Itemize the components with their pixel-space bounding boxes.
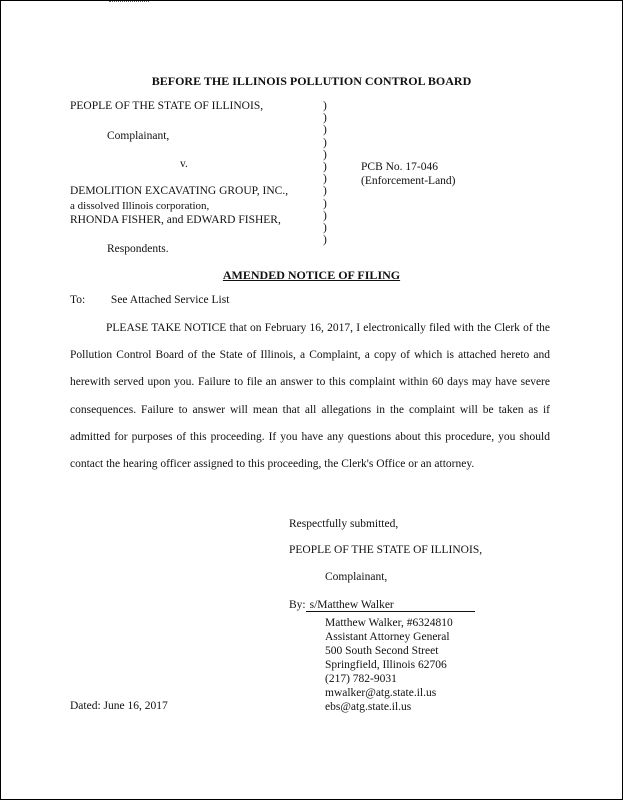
board-title: BEFORE THE ILLINOIS POLLUTION CONTROL BOARD (151, 74, 472, 88)
caption-parentheses: ) ) ) ) ) ) ) ) ) ) ) ) (323, 100, 327, 247)
attorney-name: Matthew Walker, #6324810 (325, 617, 453, 629)
signatory-party: PEOPLE OF THE STATE OF ILLINOIS, (289, 544, 483, 556)
case-type: (Enforcement-Land) (361, 175, 456, 187)
defendant-description: a dissolved Illinois corporation, (70, 200, 210, 212)
signatory-role: Complainant, (325, 571, 388, 583)
by-label: By: (289, 599, 306, 611)
city-state-zip: Springfield, Illinois 62706 (325, 659, 447, 671)
notice-heading: AMENDED NOTICE OF FILING (222, 268, 401, 282)
attorney-title: Assistant Attorney General (325, 631, 450, 643)
plaintiff-name: PEOPLE OF THE STATE OF ILLINOIS, (70, 100, 264, 112)
closing: Respectfully submitted, (289, 518, 399, 530)
to-value: See Attached Service List (110, 294, 230, 306)
street-address: 500 South Second Street (325, 645, 439, 657)
case-number: PCB No. 17-046 (361, 161, 438, 173)
signature-line (289, 599, 475, 612)
versus-label: v. (180, 158, 188, 170)
defendant-name: DEMOLITION EXCAVATING GROUP, INC., (70, 185, 289, 197)
email-secondary: ebs@atg.state.il.us (325, 701, 412, 713)
notice-paragraph (70, 315, 550, 478)
dated-line: Dated: June 16, 2017 (70, 700, 168, 712)
to-label: To: (70, 294, 86, 306)
complainant-label: Complainant, (107, 130, 170, 142)
phone-number: (217) 782-9031 (325, 673, 397, 685)
to-line (70, 294, 229, 306)
respondents-label: Respondents. (107, 243, 169, 255)
notice-body-text: PLEASE TAKE NOTICE that on February 16, 2017, I electronically filed with the Clerk of the Pollution Control Board of the State of Illinois, a Complaint, a copy of which is attached hereto and herewith served upon you. Failure to file an answer to this complaint within 60 days may have severe consequences. Failure to answer will mean that all allegations in the complaint will be taken as if admitted for purposes of this proceeding. If you have any questions about this procedure, you should contact the hearing officer assigned to this proceeding, the Clerk's Office or an attorney. (70, 322, 550, 471)
scan-mark (109, 1, 149, 5)
email-primary: mwalker@atg.state.il.us (325, 687, 437, 699)
case-number-block (361, 160, 456, 188)
attorney-address-block (325, 616, 453, 714)
additional-defendants: RHONDA FISHER, and EDWARD FISHER, (70, 214, 281, 226)
electronic-signature: s/Matthew Walker (306, 599, 475, 612)
